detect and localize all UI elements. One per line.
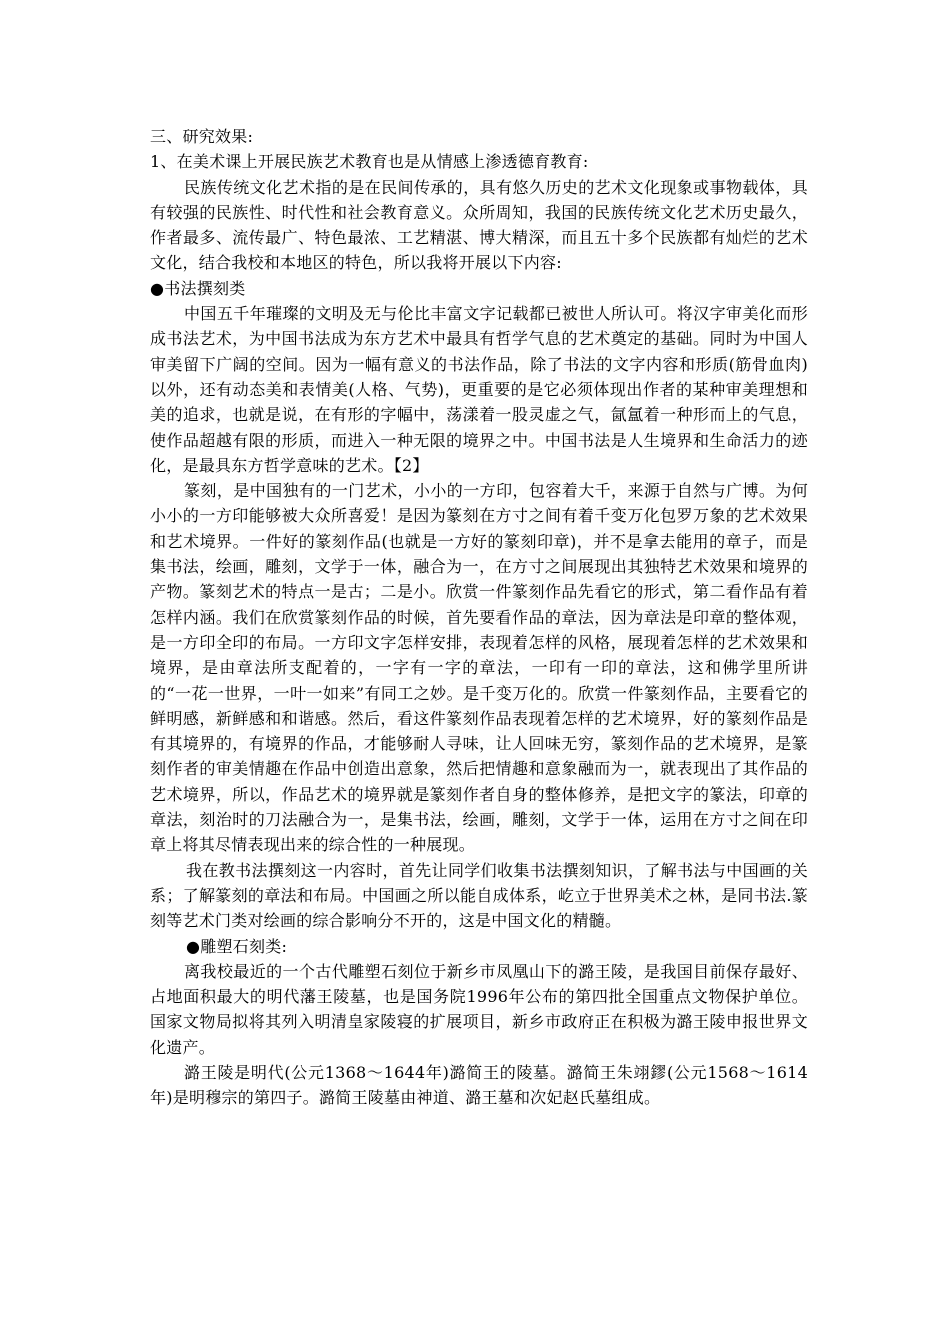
section1-paragraph-2: 篆刻，是中国独有的一门艺术，小小的一方印，包容着大千，来源于自然与广博。为何小小的一方印能够被大众所喜爱！是因为篆刻在方寸之间有着千变万化包罗万象的艺术效果和艺术境界。一件好的篆刻作品(也就是一方好的篆刻印章)，并不是拿去能用的章子，而是集书法，绘画，雕刻，文学于一体，融合为一，在方寸之间展现出其独特艺术效果和境界的产物。篆刻艺术的特点一是古；二是小。欣赏一件篆刻作品先看它的形式，第二看作品有着怎样内涵。我们在欣赏篆刻作品的时候，首先要看作品的章法，因为章法是印章的整体观，是一方印全印的布局。一方印文字怎样安排，表现着怎样的风格，展现着怎样的艺术效果和境界，是由章法所支配着的，一字有一字的章法，一印有一印的章法，这和佛学里所讲的“一花一世界，一叶一如来”有同工之妙。是千变万化的。欣赏一件篆刻作品，主要看它的鲜明感，新鲜感和和谐感。然后，看这件篆刻作品表现着怎样的艺术境界，好的篆刻作品是有其境界的，有境界的作品，才能够耐人寻味，让人回味无穷，篆刻作品的艺术境界，是篆刻作者的审美情趣在作品中创造出意象，然后把情趣和意象融而为一，就表现出了其作品的艺术境界，所以，作品艺术的境界就是篆刻作者自身的整体修养，是把文字的篆法，印章的章法，刻治时的刀法融合为一，是集书法，绘画，雕刻，文学于一体，运用在方寸之间在印章上将其尽情表现出来的综合性的一种展现。 — [150, 481, 808, 855]
section1-paragraph-3: 我在教书法撰刻这一内容时，首先让同学们收集书法撰刻知识，了解书法与中国画的关系；了解篆刻的章法和布局。中国画之所以能自成体系，屹立于世界美术之林，是同书法.篆刻等艺术门类对绘画的综合影响分不开的，这是中国文化的精髓。 — [150, 860, 808, 931]
intro-paragraph: 民族传统文化艺术指的是在民间传承的，具有悠久历史的艺术文化现象或事物载体，具有较强的民族性、时代性和社会教育意义。众所周知，我国的民族传统文化艺术历史最久，作者最多、流传最广、特色最浓、工艺精湛、博大精深，而且五十多个民族都有灿烂的艺术文化，结合我校和本地区的特色，所以我将开展以下内容: — [150, 177, 808, 273]
section2-paragraph-2: 潞王陵是明代(公元1368～1644年)潞简王的陵墓。潞简王朱翊鏐(公元1568～1614年)是明穆宗的第四子。潞简王陵墓由神道、潞王墓和次妃赵氏墓组成。 — [150, 1062, 808, 1108]
section2-title: ●雕塑石刻类: — [186, 936, 288, 956]
section-heading: 三、研究效果: — [150, 127, 254, 146]
document-body — [150, 124, 808, 1111]
subheading: 1、在美术课上开展民族艺术教育也是从情感上渗透德育教育: — [150, 152, 589, 172]
section1-title: ●书法撰刻类 — [150, 278, 246, 298]
section2-paragraph-1: 离我校最近的一个古代雕塑石刻位于新乡市凤凰山下的潞王陵，是我国目前保存最好、占地面积最大的明代藩王陵墓，也是国务院1996年公布的第四批全国重点文物保护单位。国家文物局拟将其列入明清皇家陵寝的扩展项目，新乡市政府正在积极为潞王陵申报世界文化遗产。 — [150, 961, 808, 1057]
section1-paragraph-1: 中国五千年璀璨的文明及无与伦比丰富文字记载都已被世人所认可。将汉字审美化而形成书法艺术，为中国书法成为东方艺术中最具有哲学气息的艺术奠定的基础。同时为中国人审美留下广阔的空间。因为一幅有意义的书法作品，除了书法的文字内容和形质(筋骨血肉)以外，还有动态美和表情美(人格、气势)，更重要的是它必须体现出作者的某种审美理想和美的追求，也就是说，在有形的字幅中，荡漾着一股灵虚之气，氤氲着一种形而上的气息，使作品超越有限的形质，而进入一种无限的境界之中。中国书法是人生境界和生命活力的迹化，是最具东方哲学意味的艺术。【2】 — [150, 304, 808, 475]
